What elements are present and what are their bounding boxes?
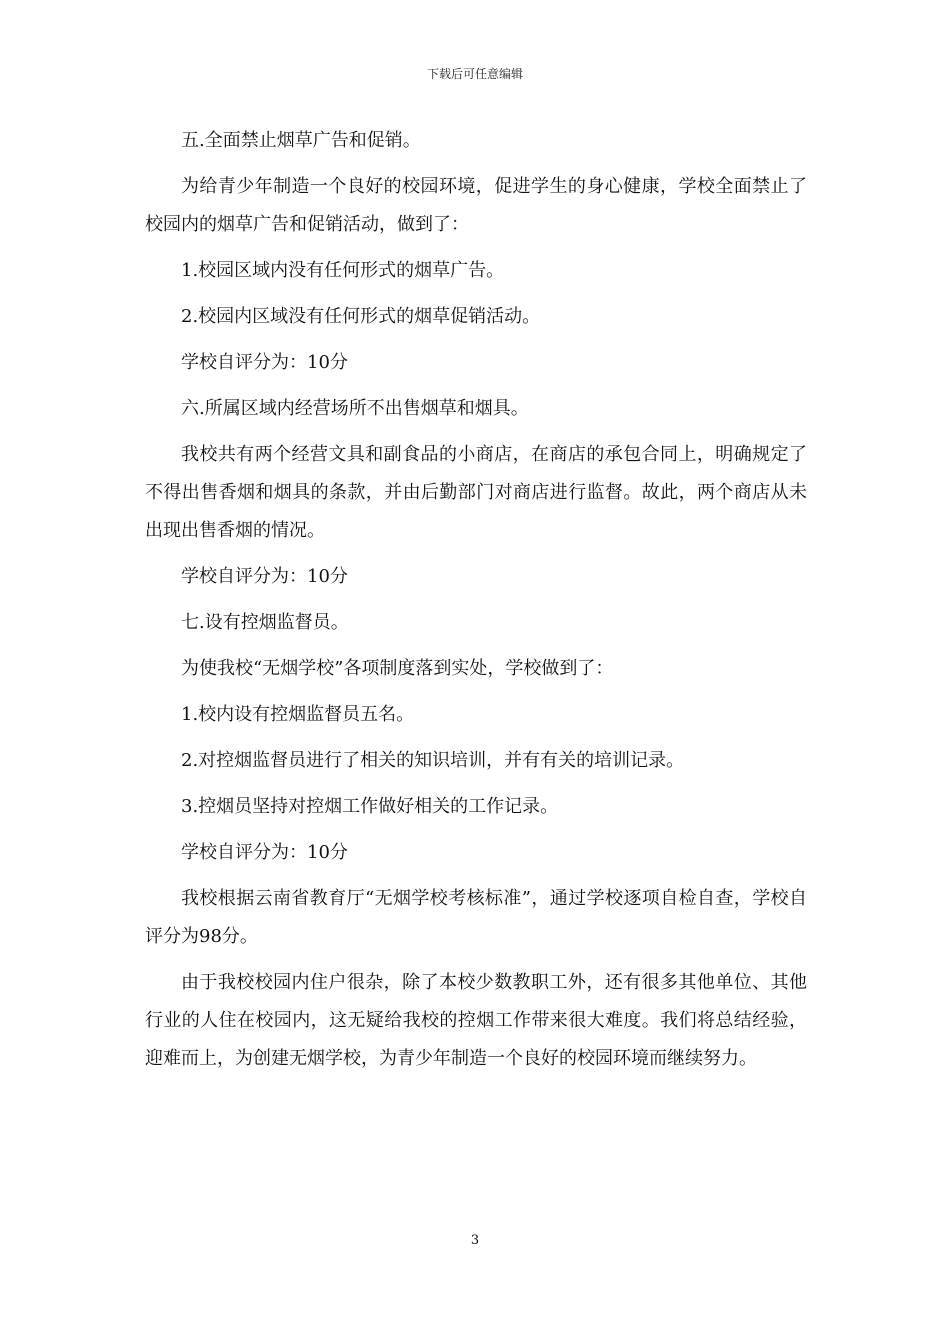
self-score: 学校自评分为：10分 — [181, 352, 348, 373]
paragraph: 为给青少年制造一个良好的校园环境，促进学生的身心健康，学校全面禁止了校园内的烟草广告和促销活动，做到了： — [145, 176, 807, 235]
list-item: 1.校内设有控烟监督员五名。 — [181, 704, 415, 725]
paragraph: 我校根据云南省教育厅“无烟学校考核标准”，通过学校逐项自检自查，学校自评分为98分。 — [145, 888, 807, 947]
list-item: 2.对控烟监督员进行了相关的知识培训，并有有关的培训记录。 — [181, 750, 685, 771]
list-item: 3.控烟员坚持对控烟工作做好相关的工作记录。 — [181, 796, 559, 817]
page-header: 下载后可任意编辑 — [426, 67, 523, 81]
document-body — [145, 122, 807, 1086]
page-number: 3 — [470, 1233, 480, 1248]
section-heading-6: 六.所属区域内经营场所不出售烟草和烟具。 — [181, 398, 529, 419]
self-score: 学校自评分为：10分 — [181, 566, 348, 587]
section-heading-7: 七.设有控烟监督员。 — [181, 612, 349, 633]
list-item: 1.校园区域内没有任何形式的烟草广告。 — [181, 260, 505, 281]
paragraph: 我校共有两个经营文具和副食品的小商店，在商店的承包合同上，明确规定了不得出售香烟和烟具的条款，并由后勤部门对商店进行监督。故此，两个商店从未出现出售香烟的情况。 — [145, 444, 807, 541]
list-item: 2.校园内区域没有任何形式的烟草促销活动。 — [181, 306, 541, 327]
section-heading-5: 五.全面禁止烟草广告和促销。 — [181, 130, 421, 151]
self-score: 学校自评分为：10分 — [181, 842, 348, 863]
paragraph: 为使我校“无烟学校”各项制度落到实处，学校做到了： — [181, 658, 614, 679]
paragraph: 由于我校校园内住户很杂，除了本校少数教职工外，还有很多其他单位、其他行业的人住在校园内，这无疑给我校的控烟工作带来很大难度。我们将总结经验，迎难而上，为创建无烟学校，为青少年制造一个良好的校园环境而继续努力。 — [145, 972, 807, 1069]
